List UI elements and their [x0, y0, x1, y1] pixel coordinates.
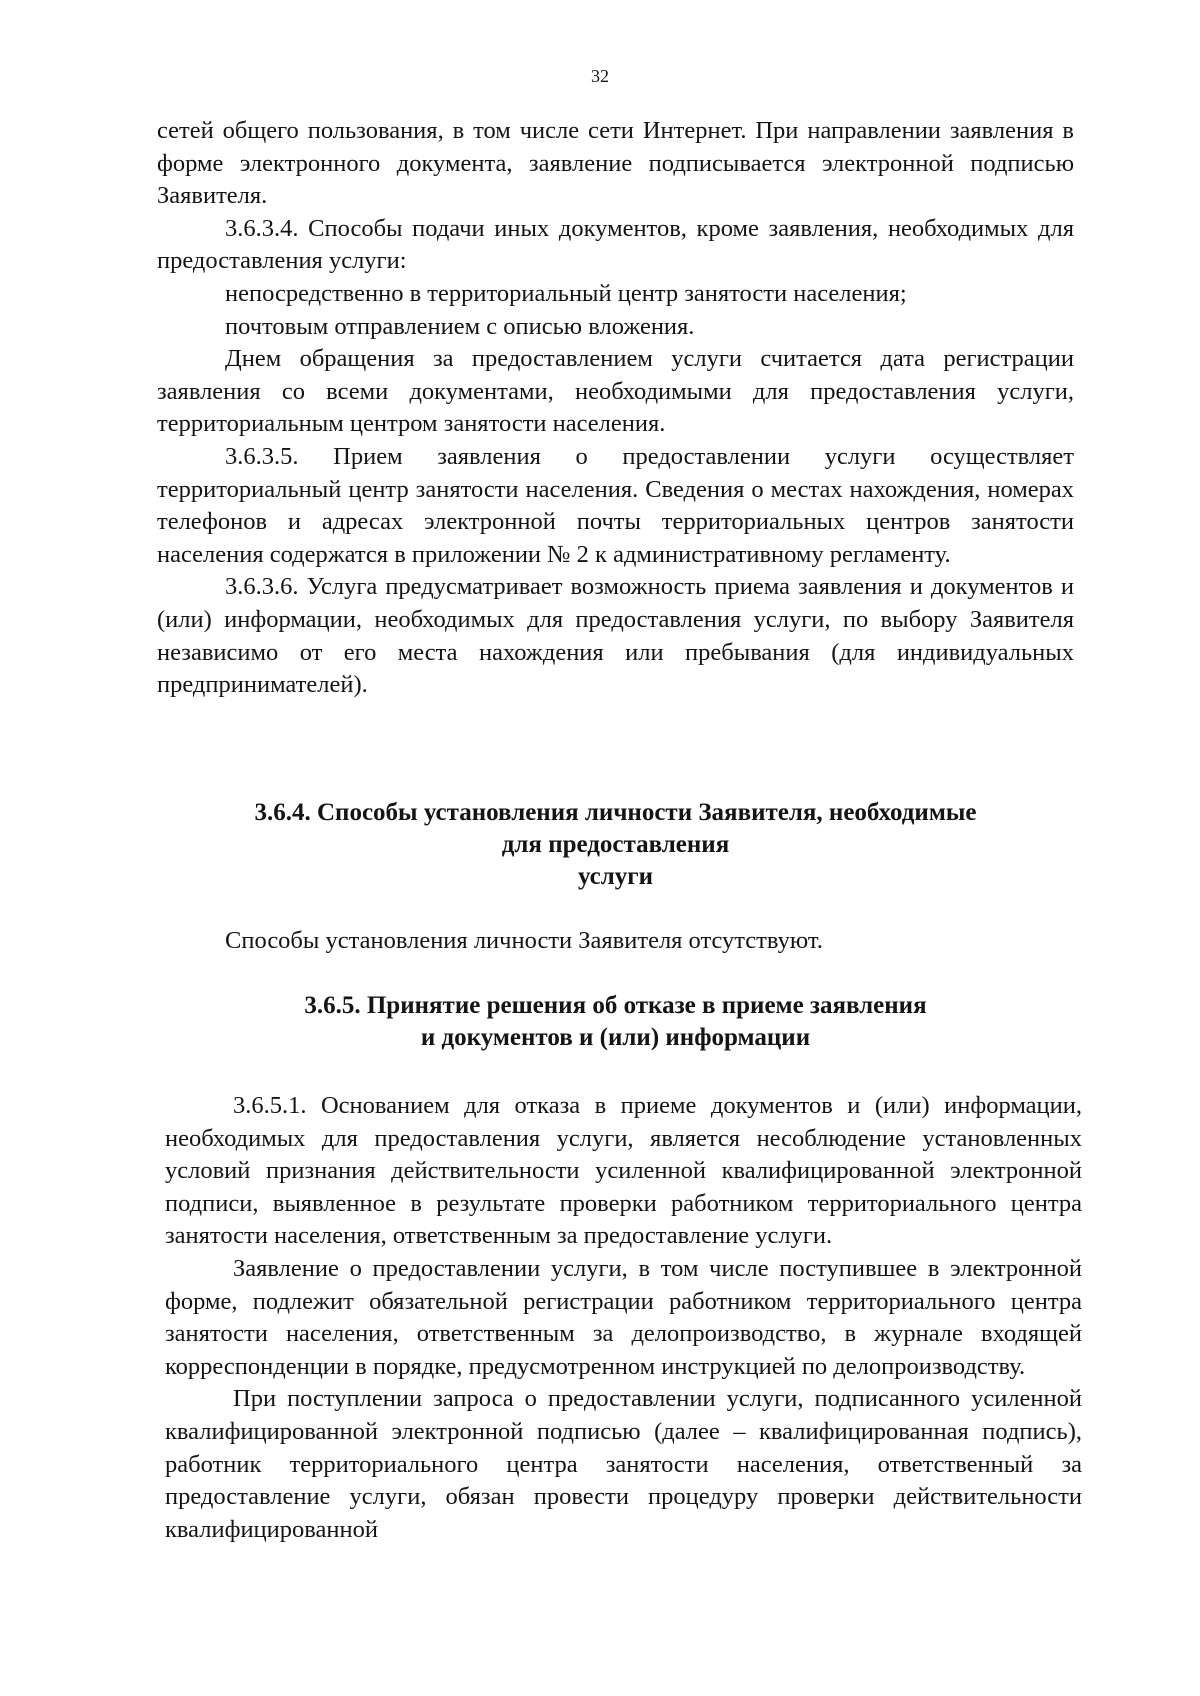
- paragraph-3-6-3-4: 3.6.3.4. Способы подачи иных документов, кроме заявления, необходимых для предоставления услуги:: [157, 214, 1074, 275]
- paragraph-registration: Заявление о предоставлении услуги, в том числе поступившее в электронной форме, подлежит обязательной регистрации работником территориального центра занятости населения, ответственным за делопроизводство, в журнале входящей корреспонденции в порядке, предусмотренном инструкцией по делопроизводству.: [165, 1254, 1082, 1380]
- paragraph-identity-methods: Способы установления личности Заявителя отсутствуют.: [225, 927, 823, 954]
- heading-line: 3.6.5. Принятие решения об отказе в приеме заявления: [304, 992, 927, 1019]
- paragraph-signature-check: При поступлении запроса о предоставлении услуги, подписанного усиленной квалифицированной электронной подписью (далее – квалифицированная подпись), работник территориального центра занятости населения, ответственный за предоставление услуги, обязан провести процедуру проверки действительности квалифицированной: [165, 1385, 1082, 1543]
- section-heading-3-6-5: [157, 990, 1074, 1054]
- paragraph-application-date: Днем обращения за предоставлением услуги считается дата регистрации заявления со всеми документами, необходимыми для предоставления услуги, территориальным центром занятости населения.: [157, 345, 1074, 438]
- section-heading-3-6-4: [157, 797, 1074, 893]
- heading-line: для предоставления: [501, 831, 730, 858]
- paragraph-3-6-3-5: 3.6.3.5. Прием заявления о предоставлении услуги осуществляет территориальный центр занятости населения. Сведения о местах нахождения, номерах телефонов и адресах электронной почты территориальных центров занятости населения содержатся в приложении № 2 к административному регламенту.: [157, 442, 1074, 568]
- paragraph-submission-mail: почтовым отправлением с описью вложения.: [225, 312, 695, 340]
- text-block-lower: [165, 1090, 1082, 1546]
- paragraph-submission-direct: непосредственно в территориальный центр занятости населения;: [225, 279, 907, 307]
- text-block-upper: [157, 115, 1074, 702]
- paragraph-continuation: сетей общего пользования, в том числе сети Интернет. При направлении заявления в форме электронного документа, заявление подписывается электронной подписью Заявителя.: [157, 117, 1074, 210]
- page-number: 32: [591, 66, 609, 86]
- heading-line: и документов и (или) информации: [420, 1024, 811, 1051]
- heading-line: 3.6.4. Способы установления личности Заявителя, необходимые: [254, 799, 977, 826]
- paragraph-3-6-3-6: 3.6.3.6. Услуга предусматривает возможность приема заявления и документов и (или) информации, необходимых для предоставления услуги, по выбору Заявителя независимо от его места нахождения или пребывания (для индивидуальных предпринимателей).: [157, 573, 1074, 699]
- heading-line: услуги: [577, 863, 654, 890]
- paragraph-3-6-5-1: 3.6.5.1. Основанием для отказа в приеме документов и (или) информации, необходимых для предоставления услуги, является несоблюдение установленных условий признания действительности усиленной квалифицированной электронной подписи, выявленное в результате проверки работником территориального центра занятости населения, ответственным за предоставление услуги.: [165, 1092, 1082, 1250]
